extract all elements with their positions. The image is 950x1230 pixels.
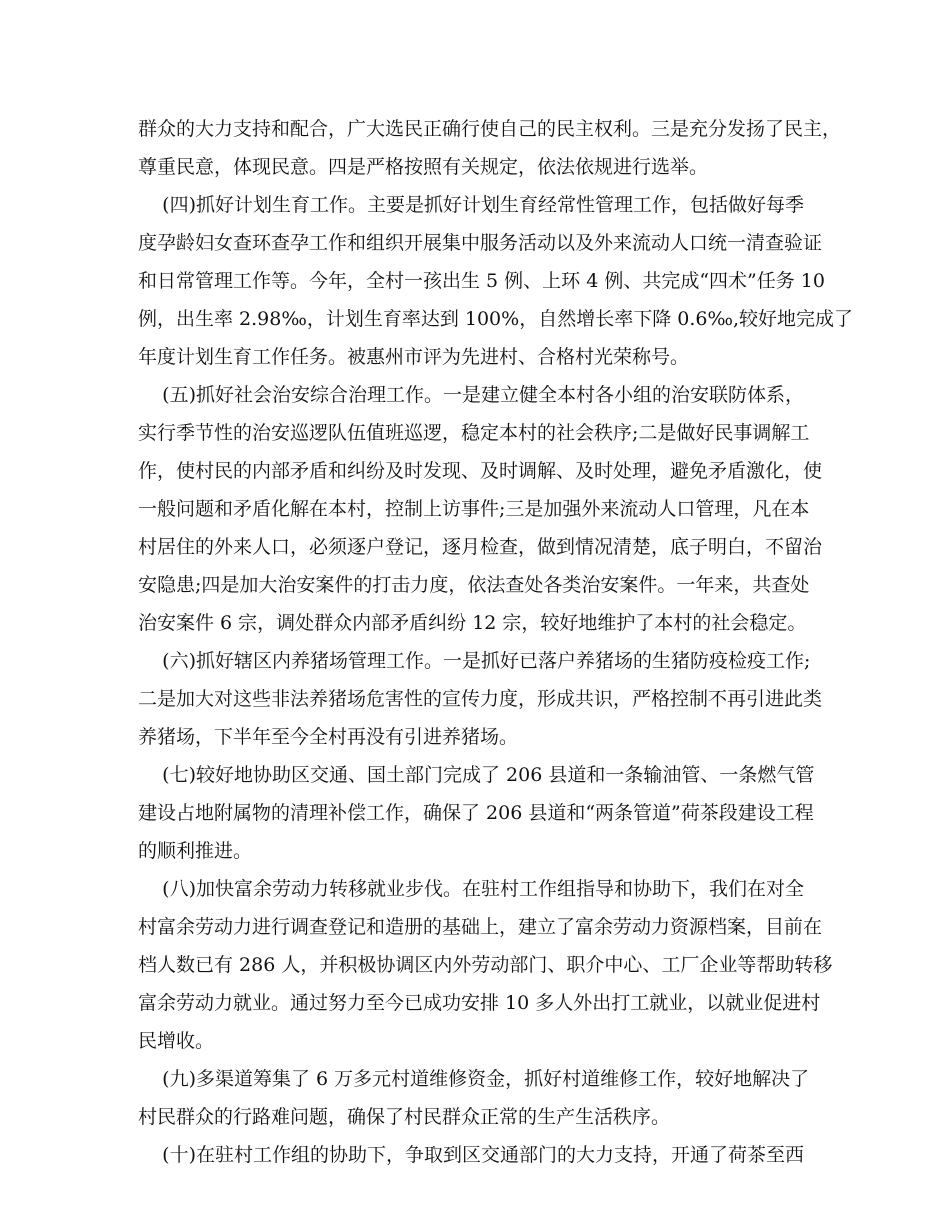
text-line: 村富余劳动力进行调查登记和造册的基础上，建立了富余劳动力资源档案，目前在 — [138, 916, 823, 938]
text-line: 作，使村民的内部矛盾和纠纷及时发现、及时调解、及时处理，避免矛盾激化，使 — [138, 460, 823, 482]
text-line: 民增收。 — [138, 1030, 215, 1052]
text-line: 一般问题和矛盾化解在本村，控制上访事件;三是加强外来流动人口管理，凡在本 — [138, 498, 810, 520]
text-line: 年度计划生育工作任务。被惠州市评为先进村、合格村光荣称号。 — [138, 346, 690, 368]
text-line: 建设占地附属物的清理补偿工作，确保了 206 县道和“两条管道”荷茶段建设工程 — [138, 802, 814, 824]
text-line: 富余劳动力就业。通过努力至今已成功安排 10 多人外出打工就业，以就业促进村 — [138, 992, 821, 1014]
text-line: 实行季节性的治安巡逻队伍值班巡逻，稳定本村的社会秩序;二是做好民事调解工 — [138, 422, 810, 444]
text-line: (九)多渠道筹集了 6 万多元村道维修资金，抓好村道维修工作，较好地解决了 — [138, 1068, 810, 1090]
text-line: (七)较好地协助区交通、国土部门完成了 206 县道和一条输油管、一条燃气管 — [138, 764, 815, 786]
text-line: 例，出生率 2.98‰，计划生育率达到 100%，自然增长率下降 0.6‰,较好地完成了 — [138, 308, 853, 330]
text-line: 安隐患;四是加大治安案件的打击力度，依法查处各类治安案件。一年来，共查处 — [138, 574, 810, 596]
text-line: 二是加大对这些非法养猪场危害性的宣传力度，形成共识，严格控制不再引进此类 — [138, 688, 823, 710]
text-line: 的顺利推进。 — [138, 840, 253, 862]
text-line: (五)抓好社会治安综合治理工作。一是建立健全本村各小组的治安联防体系， — [138, 384, 804, 406]
text-line: (八)加快富余劳动力转移就业步伐。在驻村工作组指导和协助下，我们在对全 — [138, 878, 804, 900]
text-line: 村居住的外来人口，必须逐户登记，逐月检查，做到情况清楚，底子明白，不留治 — [138, 536, 823, 558]
text-line: 村民群众的行路难问题，确保了村民群众正常的生产生活秩序。 — [138, 1106, 671, 1128]
text-line: (六)抓好辖区内养猪场管理工作。一是抓好已落户养猪场的生猪防疫检疫工作; — [138, 650, 811, 672]
text-line: 档人数已有 286 人，并积极协调区内外劳动部门、职介中心、工厂企业等帮助转移 — [138, 954, 833, 976]
text-line: (十)在驻村工作组的协助下，争取到区交通部门的大力支持，开通了荷茶至西 — [138, 1144, 804, 1166]
text-line: (四)抓好计划生育工作。主要是抓好计划生育经常性管理工作，包括做好每季 — [138, 194, 804, 216]
text-line: 治安案件 6 宗，调处群众内部矛盾纠纷 12 宗，较好地维护了本村的社会稳定。 — [138, 612, 807, 634]
text-line: 度孕龄妇女查环查孕工作和组织开展集中服务活动以及外来流动人口统一清查验证 — [138, 232, 823, 254]
text-line: 尊重民意，体现民意。四是严格按照有关规定，依法依规进行选举。 — [138, 156, 709, 178]
text-line: 群众的大力支持和配合，广大选民正确行使自己的民主权利。三是充分发扬了民主， — [138, 118, 842, 140]
text-line: 养猪场，下半年至今全村再没有引进养猪场。 — [138, 726, 519, 748]
text-line: 和日常管理工作等。今年，全村一孩出生 5 例、上环 4 例、共完成“四术”任务 10 — [138, 270, 825, 292]
